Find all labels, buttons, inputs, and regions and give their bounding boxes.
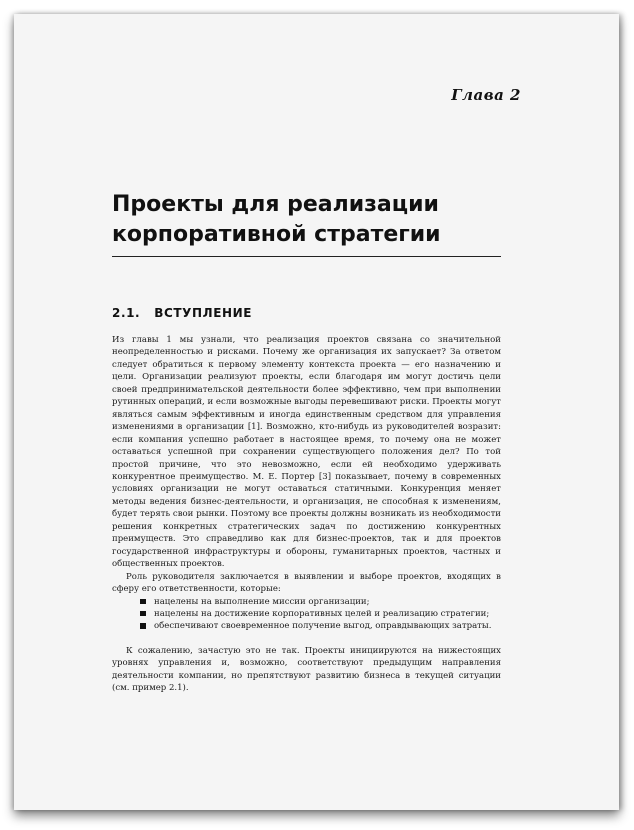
paragraph-1: Из главы 1 мы узнали, что реализация проектов связана со значительной неопределенностью и рисками. Почему же организация их запускает? За ответом следует обратиться к первому элементу контекста проекта — его назначению и цели. Организации реализуют проекты, если благодаря им могут достичь цели своей предпринимательской деятельности более эффективно, чем при выполнении рутинных операций, и если возможные выгоды перевешивают риски. Проекты могут являться самым эффективным и иногда единственным средством для управления изменениями в организации [1]. Возможно, кто-нибудь из руководителей возразит: если компания успешно работает в настоящее время, то почему она не может оставаться успешной при сохранении существующего положения дел? По той простой причине, что это невозможно, если ей необходимо удерживать конкурентное преимущество. М. Е. Портер [3] показывает, почему в современных условиях организации не могут оставаться статичными. Конкуренция меняет методы ведения бизнес-деятельности, и организация, не способная к изменениям, будет терять свои рынки. Поэтому все проекты должны возникать из необходимости решения конкретных стратегических задач по достижению конкурентных преимуществ. Это справедливо как для бизнес-проектов, так и для проектов государственной инфраструктуры и обороны, гуманитарных проектов, частных и общественных проектов. xyxy=(112,335,501,570)
square-bullet-icon xyxy=(140,623,146,629)
title-rule xyxy=(112,256,501,257)
book-page xyxy=(14,14,619,810)
square-bullet-icon xyxy=(140,599,146,605)
chapter-title-line-2: корпоративной стратегии xyxy=(112,222,441,247)
chapter-title xyxy=(112,190,522,250)
bullet-item xyxy=(112,608,501,620)
section-title: ВСТУПЛЕНИЕ xyxy=(154,306,253,320)
paragraph-2: Роль руководителя заключается в выявлении и выборе проектов, входящих в сферу его ответственности, которые: xyxy=(112,571,501,595)
section-number: 2.1. xyxy=(112,306,141,320)
bullet-text: нацелены на выполнение миссии организации; xyxy=(154,596,370,607)
chapter-label: Глава 2 xyxy=(451,86,521,104)
bullet-list xyxy=(112,596,501,633)
bullet-item xyxy=(112,596,501,608)
bullet-item xyxy=(112,620,501,632)
paragraph-spacer xyxy=(112,633,501,645)
chapter-title-line-1: Проекты для реализации xyxy=(112,192,439,217)
bullet-text: обеспечивают своевременное получение выгод, оправдывающих затраты. xyxy=(154,621,492,632)
paragraph-3: К сожалению, зачастую это не так. Проекты инициируются на нижестоящих уровнях управления и, возможно, соответствуют предыдущим направления деятельности компании, но препятствуют развитию бизнеса в текущей ситуации (см. пример 2.1). xyxy=(112,645,501,694)
bullet-text: нацелены на достижение корпоративных целей и реализацию стратегии; xyxy=(154,608,490,619)
section-heading xyxy=(112,306,252,320)
square-bullet-icon xyxy=(140,611,146,617)
body-text xyxy=(112,334,501,695)
